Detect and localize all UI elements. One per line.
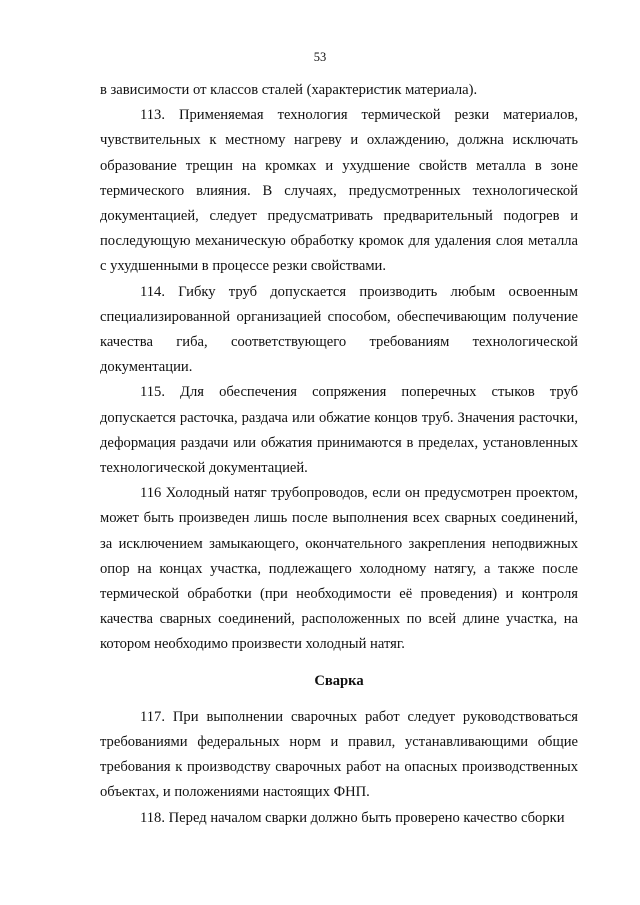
- paragraph-114: 114. Гибку труб допускается производить любым освоенным специализированной организацией способом, обеспечивающим получение качества гиба, соответствующего требованиям технологической документации.: [100, 283, 578, 376]
- paragraph-116: 116 Холодный натяг трубопроводов, если он предусмотрен проектом, может быть произведен лишь после выполнения всех сварных соединений, за исключением замыкающего, окончательного закрепления неподвижных опор на концах участка, подлежащего холодному натягу, а также после термической обработки (при необходимости её проведения) и контроля качества сварных соединений, расположенных по всей длине участка, на котором необходимо произвести холодный натяг.: [100, 485, 578, 653]
- page-number: 53: [313, 50, 327, 64]
- section-heading-welding: Сварка: [314, 672, 364, 689]
- paragraph-113: 113. Применяемая технология термической резки материалов, чувствительных к местному нагреву и охлаждению, должна исключать образование трещин на кромках и ухудшение свойств металла в зоне термического влияния. В случаях, предусмотренных технологической документацией, следует предусматривать предварительный подогрев и последующую механическую обработку кромок для удаления слоя металла с ухудшенными в процессе резки свойствами.: [100, 107, 578, 275]
- paragraph-117: 117. При выполнении сварочных работ следует руководствоваться требованиями федеральных норм и правил, устанавливающими общие требования к производству сварочных работ на опасных производственных объектах, и положениями настоящих ФНП.: [100, 708, 578, 801]
- paragraph-115: 115. Для обеспечения сопряжения поперечных стыков труб допускается расточка, раздача или обжатие концов труб. Значения расточки, деформация раздачи или обжатия принимаются в пределах, установленных технологической документацией.: [100, 384, 578, 477]
- document-body: [100, 78, 578, 831]
- paragraph-continuation: в зависимости от классов сталей (характеристик материала).: [100, 82, 478, 98]
- paragraph-118: 118. Перед началом сварки должно быть проверено качество сборки: [140, 809, 565, 826]
